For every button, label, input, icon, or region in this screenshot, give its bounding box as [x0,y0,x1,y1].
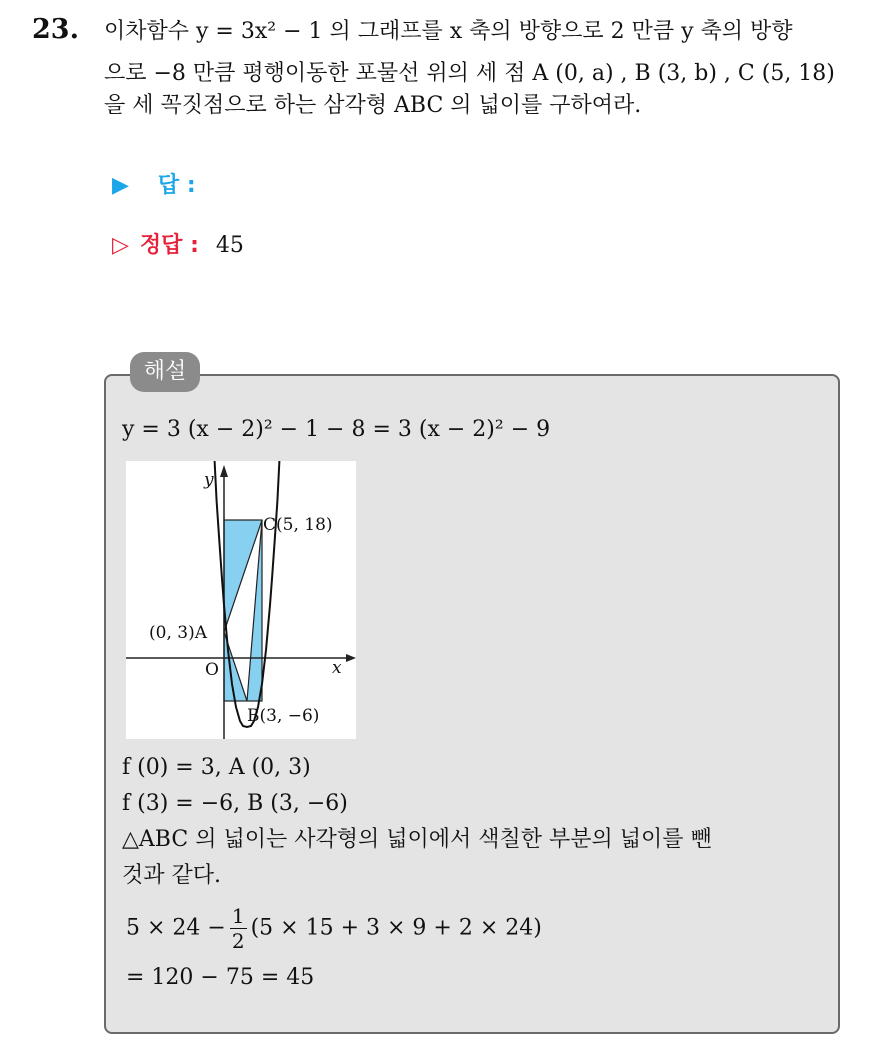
point-a-label: (0, 3)A [149,623,207,643]
answer-label: 답 : [157,173,196,198]
play-icon: ▶ [112,173,129,198]
solution-calc [126,904,542,953]
graph-svg [126,461,356,739]
solution-line-5: 것과 같다. [122,863,221,888]
correct-answer-value: 45 [215,233,244,258]
point-b-label: B(3, −6) [247,706,320,726]
graph-figure [126,461,356,739]
solution-line-4: △ABC 의 넓이는 사각형의 넓이에서 색칠한 부분의 넓이를 뺀 [122,827,712,852]
solution-result: = 120 − 75 = 45 [126,965,315,990]
solution-line-3: f (3) = −6, B (3, −6) [122,791,348,816]
question-line-3: 을 세 꼭짓점으로 하는 삼각형 ABC 의 넓이를 구하여라. [104,93,642,118]
solution-line-1: y = 3 (x − 2)² − 1 − 8 = 3 (x − 2)² − 9 [122,417,551,442]
x-axis-arrow-icon [346,654,356,662]
answer-row [112,168,196,199]
calc-right: (5 × 15 + 3 × 9 + 2 × 24) [250,915,542,941]
question-number: 23. [32,14,79,45]
x-axis-label: x [332,658,342,678]
point-c-label: C(5, 18) [263,515,333,535]
question-line-2: 으로 −8 만큼 평행이동한 포물선 위의 세 점 A (0, a) , B (3, b) , C (5, 18) [104,61,835,86]
solution-tab: 해설 [130,352,200,392]
y-axis-arrow-icon [220,465,228,477]
origin-label: O [205,660,219,680]
outline-play-icon: ▷ [112,233,129,258]
fraction-denominator: 2 [231,929,245,953]
fraction-numerator: 1 [231,904,245,928]
y-axis-label: y [204,470,214,490]
question-line-1: 이차함수 y = 3x² − 1 의 그래프를 x 축의 방향으로 2 만큼 y 축의 방향 [104,19,793,44]
solution-line-2: f (0) = 3, A (0, 3) [122,755,311,780]
correct-answer-row [112,228,244,259]
fraction-half [230,904,247,953]
correct-answer-label: 정답 : [139,233,199,258]
calc-left: 5 × 24 − [126,915,226,941]
